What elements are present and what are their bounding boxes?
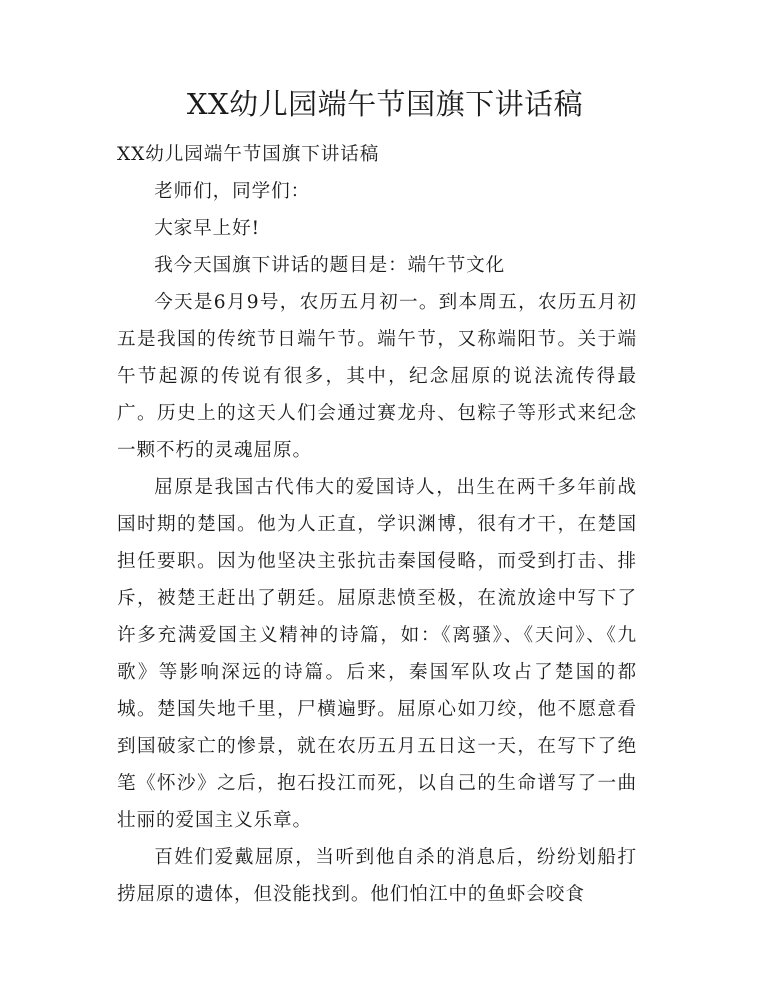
- greeting-paragraph: 老师们，同学们：: [154, 181, 311, 202]
- subtitle-line: XX幼儿园端午节国旗下讲话稿: [117, 144, 380, 165]
- quyuan-paragraph: 屈原是我国古代伟大的爱国诗人，出生在两千多年前战国时期的楚国。他为人正直，学识渊博，很有才干，在楚国担任要职。因为他坚决主张抗击秦国侵略，而受到打击、排斥，被楚王赶出了朝廷。屈原悲愤至极，在流放途中写下了许多充满爱国主义精神的诗篇，如：《离骚》、《天问》、《九歌》等影响深远的诗篇。后来，秦国军队攻占了楚国的都城。楚国失地千里，尸横遍野。屈原心如刀绞，他不愿意看到国破家亡的惨景，就在农历五月五日这一天，在写下了绝笔《怀沙》之后，抱石投江而死，以自己的生命谱写了一曲壮丽的爱国主义乐章。: [117, 477, 637, 831]
- people-paragraph: 百姓们爱戴屈原，当听到他自杀的消息后，纷纷划船打捞屈原的遗体，但没能找到。他们怕江中的鱼虾会咬食: [117, 847, 637, 905]
- document-title: XX幼儿园端午节国旗下讲话稿: [186, 87, 584, 121]
- salutation-paragraph: 大家早上好!: [154, 218, 261, 239]
- topic-paragraph: 我今天国旗下讲话的题目是：端午节文化: [154, 255, 506, 276]
- intro-paragraph: 今天是6月9号，农历五月初一。到本周五，农历五月初五是我国的传统节日端午节。端午节，又称端阳节。关于端午节起源的传说有很多，其中，纪念屈原的说法流传得最广。历史上的这天人们会通过赛龙舟、包粽子等形式来纪念一颗不朽的灵魂屈原。: [117, 292, 637, 461]
- document-body: [117, 136, 637, 913]
